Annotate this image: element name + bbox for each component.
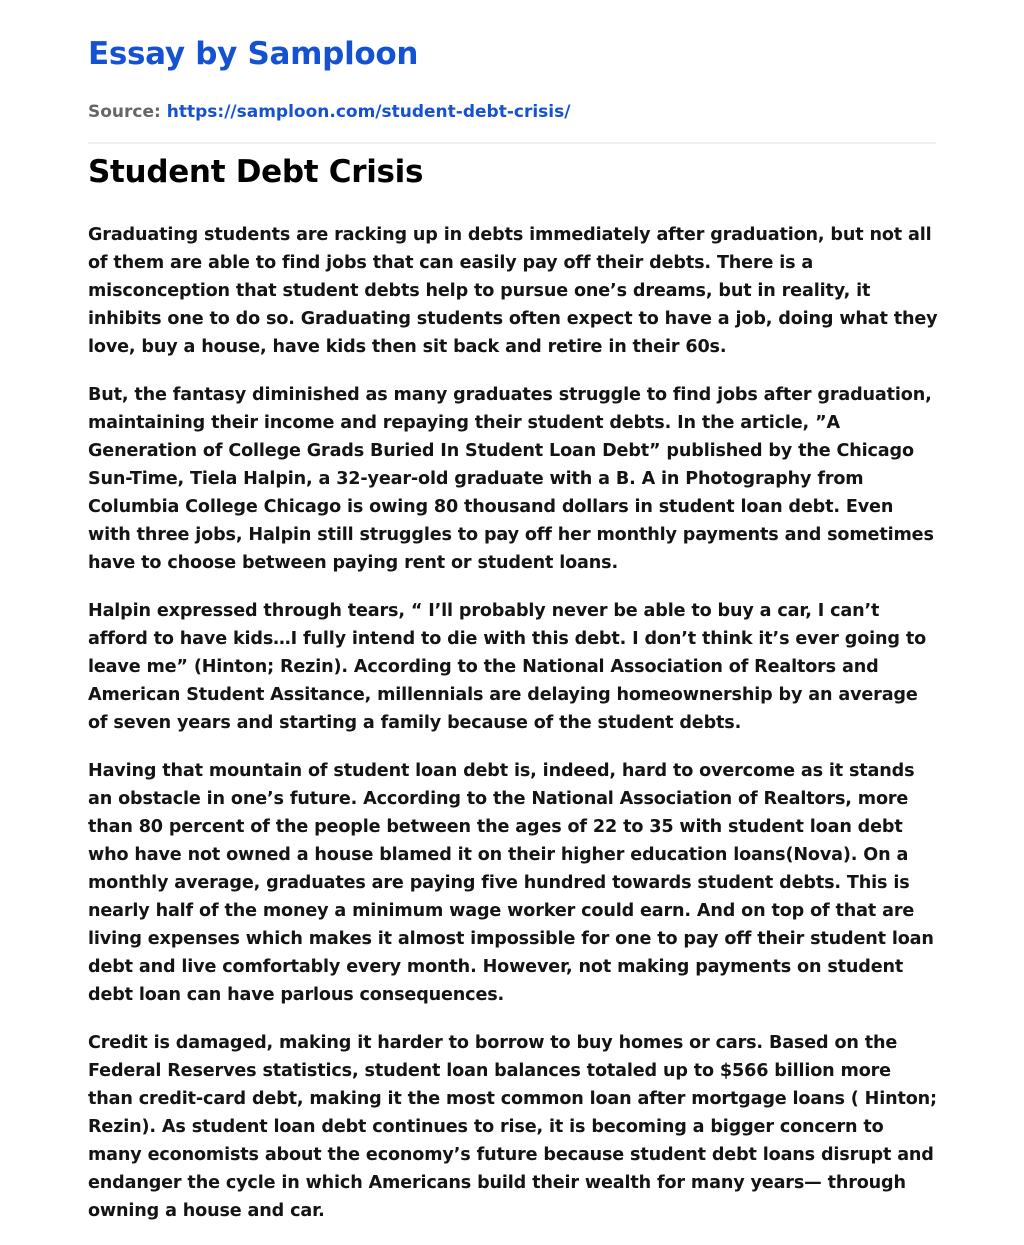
brand-title: Essay by Samploon [88, 36, 419, 72]
paragraph: Having that mountain of student loan debt is, indeed, hard to overcome as it stands an obstacle in one’s future. According to the National Association of Realtors, more than 80 percent of the people between the ages of 22 to 35 with student loan debt who have not owned a house blamed it on their higher education loans(Nova). On a monthly average, graduates are paying five hundred towards student debts. This is nearly half of the money a minimum wage worker could earn. And on top of that are living expenses which makes it almost impossible for one to pay off their student loan debt and live comfortably every month. However, not making payments on student debt loan can have parlous consequences. [88, 761, 934, 1005]
paragraph: Halpin expressed through tears, “ I’ll probably never be able to buy a car, I can’t afford to have kids…I fully intend to die with this debt. I don’t think it’s ever going to leave me” (Hinton; Rezin). According to the National Association of Realtors and American Student Assitance, millennials are delaying homeownership by an average of seven years and starting a family because of the student debts. [88, 601, 927, 733]
source-line [88, 102, 570, 122]
paragraph: Credit is damaged, making it harder to borrow to buy homes or cars. Based on the Federal Reserves statistics, student loan balances totaled up to $566 billion more than credit-card debt, making it the most common loan after mortgage loans ( Hinton; Rezin). As student loan debt continues to rise, it is becoming a bigger concern to many economists about the economy’s future because student debt loans disrupt and endanger the cycle in which Americans build their wealth for many years— through owning a house and car. [88, 1033, 937, 1221]
source-label: Source: [88, 102, 161, 122]
article-title: Student Debt Crisis [88, 154, 424, 190]
source-link[interactable]: https://samploon.com/student-debt-crisis/ [166, 102, 571, 122]
paragraph: Graduating students are racking up in debts immediately after graduation, but not all of them are able to find jobs that can easily pay off their debts. There is a misconception that student debts help to pursue one’s dreams, but in reality, it inhibits one to do so. Graduating students often expect to have a job, doing what they love, buy a house, have kids then sit back and retire in their 60s. [88, 225, 938, 357]
article-body [88, 221, 938, 1245]
paragraph: But, the fantasy diminished as many graduates struggle to find jobs after graduation, maintaining their income and repaying their student debts. In the article, ”A Generation of College Grads Buried In Student Loan Debt” published by the Chicago Sun-Time, Tiela Halpin, a 32-year-old graduate with a B. A in Photography from Columbia College Chicago is owing 80 thousand dollars in student loan debt. Even with three jobs, Halpin still struggles to pay off her monthly payments and sometimes have to choose between paying rent or student loans. [88, 385, 934, 573]
divider [88, 142, 936, 144]
